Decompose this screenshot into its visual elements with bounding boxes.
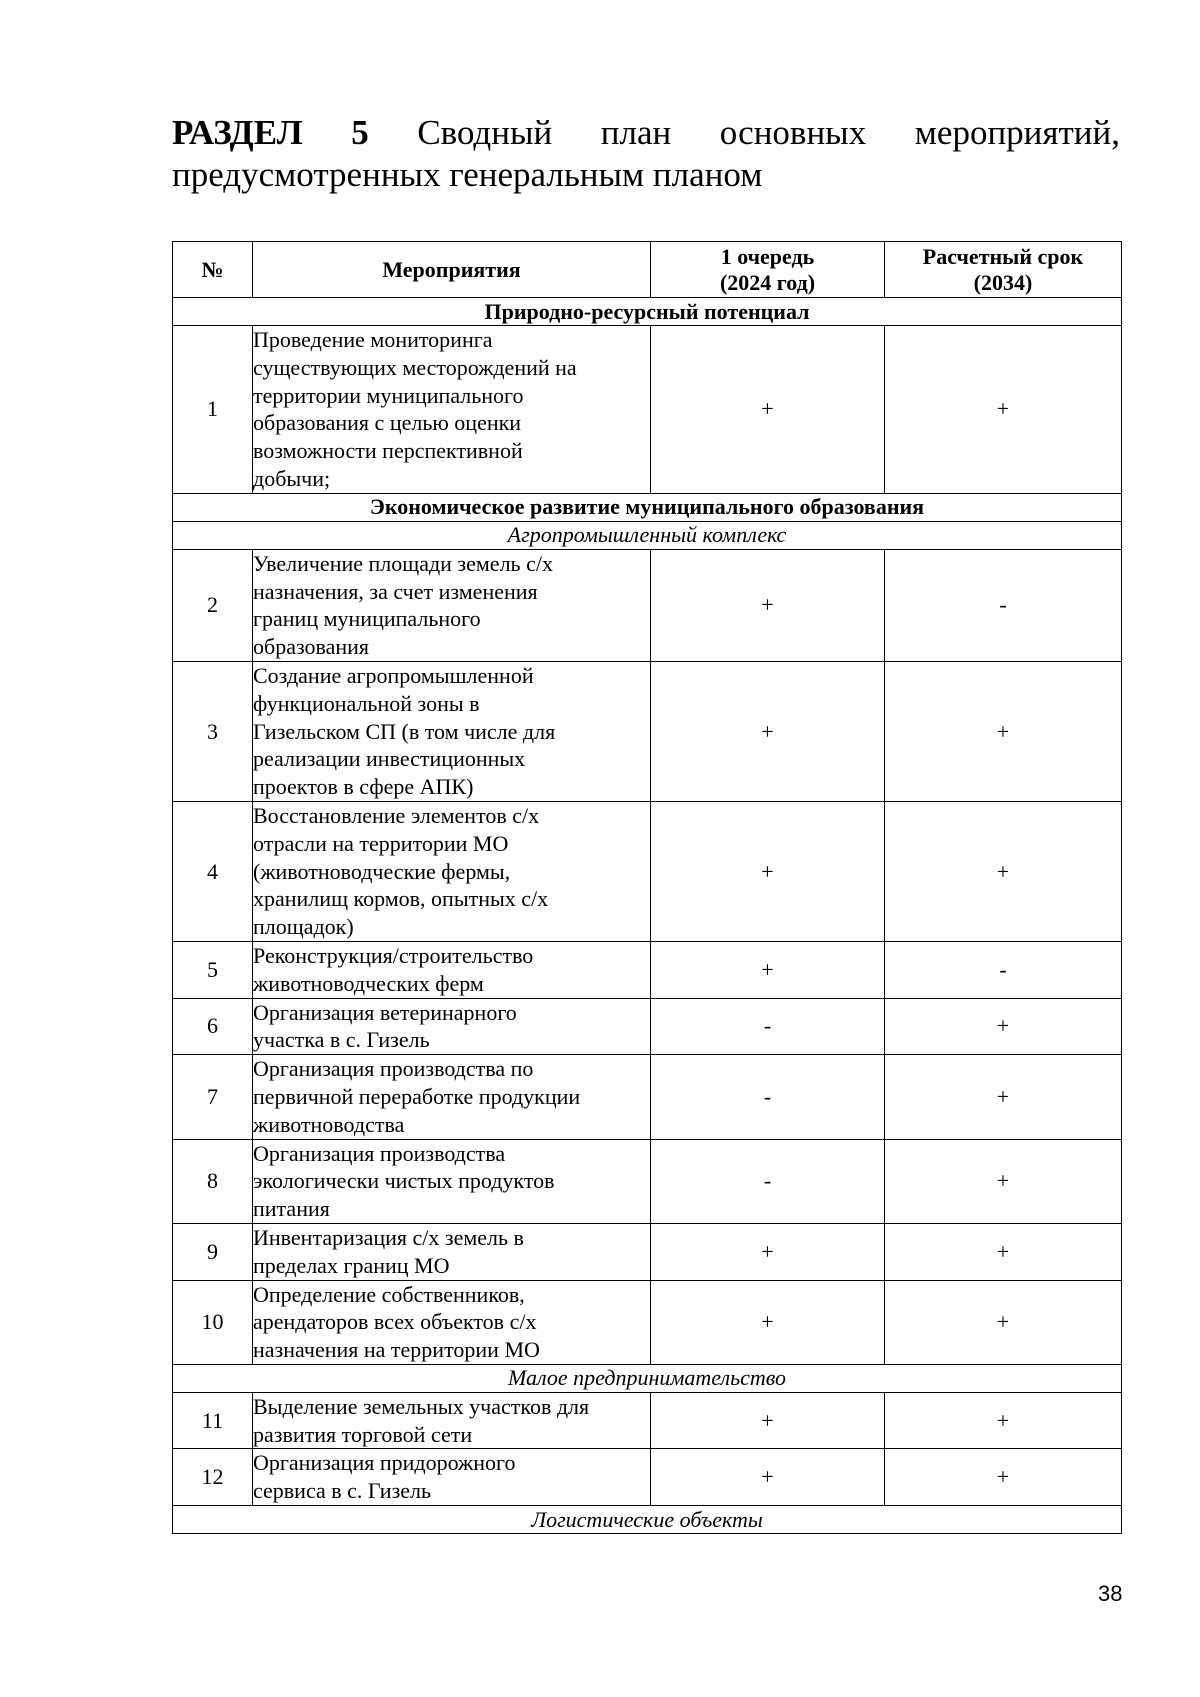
row-activity xyxy=(253,661,651,801)
row-number: 7 xyxy=(173,1055,253,1139)
row-activity xyxy=(253,549,651,661)
section-label: РАЗДЕЛ 5 xyxy=(172,113,369,152)
activity-line: сервиса в с. Гизель xyxy=(253,1478,432,1504)
activity-line: возможности перспективной xyxy=(253,438,523,464)
row-activity xyxy=(253,1280,651,1364)
activity-line: площадок) xyxy=(253,914,354,940)
row-number: 1 xyxy=(173,326,253,494)
row-activity xyxy=(253,998,651,1055)
row-number: 6 xyxy=(173,998,253,1055)
section-title: Природно-ресурсный потенциал xyxy=(173,298,1122,326)
row-term-mark: + xyxy=(885,1392,1122,1449)
row-number: 2 xyxy=(173,549,253,661)
row-number: 9 xyxy=(173,1223,253,1280)
activity-line: Организация производства по xyxy=(253,1056,534,1082)
row-number: 8 xyxy=(173,1139,253,1223)
table-row xyxy=(173,1280,1122,1364)
activity-line: участка в с. Гизель xyxy=(253,1027,430,1053)
subsection-title: Агропромышленный комплекс xyxy=(173,521,1122,549)
row-stage1-mark: - xyxy=(651,998,885,1055)
activity-line: Инвентаризация с/х земель в xyxy=(253,1224,524,1250)
row-number: 11 xyxy=(173,1392,253,1449)
subsection-title: Малое предпринимательство xyxy=(173,1364,1122,1392)
activity-line: Организация ветеринарного xyxy=(253,999,517,1025)
table-header-row xyxy=(173,242,1122,298)
activity-line: реализации инвестиционных xyxy=(253,746,526,772)
activity-line: Определение собственников, xyxy=(253,1281,525,1307)
row-stage1-mark: + xyxy=(651,1223,885,1280)
row-stage1-mark: + xyxy=(651,549,885,661)
section-row xyxy=(173,493,1122,521)
table-row xyxy=(173,941,1122,998)
section-title-part-2: предусмотренных генеральным планом xyxy=(172,155,763,194)
activity-line: Создание агропромышленной xyxy=(253,662,534,688)
row-activity xyxy=(253,1223,651,1280)
subsection-row xyxy=(173,1364,1122,1392)
activity-line: питания xyxy=(253,1196,330,1222)
row-number: 5 xyxy=(173,941,253,998)
table-body xyxy=(173,298,1122,1534)
row-activity xyxy=(253,326,651,494)
row-term-mark: - xyxy=(885,941,1122,998)
activity-line: Проведение мониторинга xyxy=(253,327,493,352)
activity-line: животноводства xyxy=(253,1111,405,1137)
activity-line: назначения, за счет изменения xyxy=(253,578,538,604)
activity-line: образования с целью оценки xyxy=(253,410,522,436)
activity-line: образования xyxy=(253,634,370,660)
row-stage1-mark: + xyxy=(651,326,885,494)
table-row xyxy=(173,1055,1122,1139)
row-activity xyxy=(253,1392,651,1449)
activity-line: пределах границ МО xyxy=(253,1252,450,1278)
activity-line: отрасли на территории МО xyxy=(253,830,509,856)
row-stage1-mark: - xyxy=(651,1055,885,1139)
row-stage1-mark: + xyxy=(651,801,885,941)
activity-line: (животноводческие фермы, xyxy=(253,858,511,884)
activity-line: границ муниципального xyxy=(253,606,481,632)
table-row xyxy=(173,326,1122,494)
activity-line: Организация производства xyxy=(253,1140,506,1166)
row-term-mark: + xyxy=(885,661,1122,801)
activity-line: животноводческих ферм xyxy=(253,970,484,996)
activity-line: арендаторов всех объектов с/х xyxy=(253,1309,537,1335)
row-term-mark: + xyxy=(885,1139,1122,1223)
activity-line: функциональной зоны в xyxy=(253,690,480,716)
table-row xyxy=(173,1449,1122,1506)
section-row xyxy=(173,298,1122,326)
table-row xyxy=(173,549,1122,661)
subsection-row xyxy=(173,521,1122,549)
header-activity: Мероприятия xyxy=(253,242,651,298)
row-number: 3 xyxy=(173,661,253,801)
subsection-row xyxy=(173,1506,1122,1534)
row-stage1-mark: + xyxy=(651,1449,885,1506)
row-number: 10 xyxy=(173,1280,253,1364)
section-title: Экономическое развитие муниципального образования xyxy=(173,493,1122,521)
row-activity xyxy=(253,801,651,941)
row-term-mark: + xyxy=(885,1223,1122,1280)
row-activity xyxy=(253,1139,651,1223)
activity-line: хранилищ кормов, опытных с/х xyxy=(253,886,549,912)
header-term xyxy=(885,242,1122,298)
section-heading xyxy=(172,112,1120,196)
page-number: 38 xyxy=(1098,1581,1123,1606)
section-title-part-1: Сводный план основных мероприятий, xyxy=(417,113,1121,152)
row-activity xyxy=(253,1449,651,1506)
header-stage1 xyxy=(651,242,885,298)
row-term-mark: + xyxy=(885,998,1122,1055)
row-stage1-mark: + xyxy=(651,1392,885,1449)
subsection-title: Логистические объекты xyxy=(173,1506,1122,1534)
row-term-mark: + xyxy=(885,1280,1122,1364)
table-row xyxy=(173,801,1122,941)
heading-line-1 xyxy=(172,112,1120,154)
row-term-mark: - xyxy=(885,549,1122,661)
activities-table xyxy=(172,241,1122,1534)
activity-line: первичной переработке продукции xyxy=(253,1083,581,1109)
activity-line: Увеличение площади земель с/х xyxy=(253,550,553,576)
row-activity xyxy=(253,941,651,998)
row-term-mark: + xyxy=(885,326,1122,494)
row-stage1-mark: + xyxy=(651,1280,885,1364)
activity-line: Реконструкция/строительство xyxy=(253,942,534,968)
table-row xyxy=(173,1139,1122,1223)
header-term-line1: Расчетный срок xyxy=(922,243,1084,269)
header-stage1-line2: (2024 год) xyxy=(719,269,816,295)
activity-line: Выделение земельных участков для xyxy=(253,1393,590,1419)
activity-line: добычи; xyxy=(253,465,331,491)
row-activity xyxy=(253,1055,651,1139)
row-term-mark: + xyxy=(885,801,1122,941)
row-stage1-mark: + xyxy=(651,941,885,998)
table-row xyxy=(173,1392,1122,1449)
header-num: № xyxy=(173,242,253,298)
activity-line: назначения на территории МО xyxy=(253,1337,540,1363)
table-row xyxy=(173,661,1122,801)
table-row xyxy=(173,998,1122,1055)
header-stage1-line1: 1 очередь xyxy=(720,243,815,269)
row-term-mark: + xyxy=(885,1055,1122,1139)
row-number: 12 xyxy=(173,1449,253,1506)
row-term-mark: + xyxy=(885,1449,1122,1506)
header-term-line2: (2034) xyxy=(973,269,1033,295)
activity-line: Организация придорожного xyxy=(253,1450,516,1476)
activity-line: экологически чистых продуктов xyxy=(253,1168,555,1194)
row-stage1-mark: + xyxy=(651,661,885,801)
row-stage1-mark: - xyxy=(651,1139,885,1223)
activity-line: развития торговой сети xyxy=(253,1421,473,1447)
row-number: 4 xyxy=(173,801,253,941)
activity-line: проектов в сфере АПК) xyxy=(253,774,474,800)
table-row xyxy=(173,1223,1122,1280)
activity-line: территории муниципального xyxy=(253,382,524,408)
activity-line: существующих месторождений на xyxy=(253,354,577,380)
activity-line: Гизельском СП (в том числе для xyxy=(253,718,556,744)
activity-line: Восстановление элементов с/х xyxy=(253,802,540,828)
